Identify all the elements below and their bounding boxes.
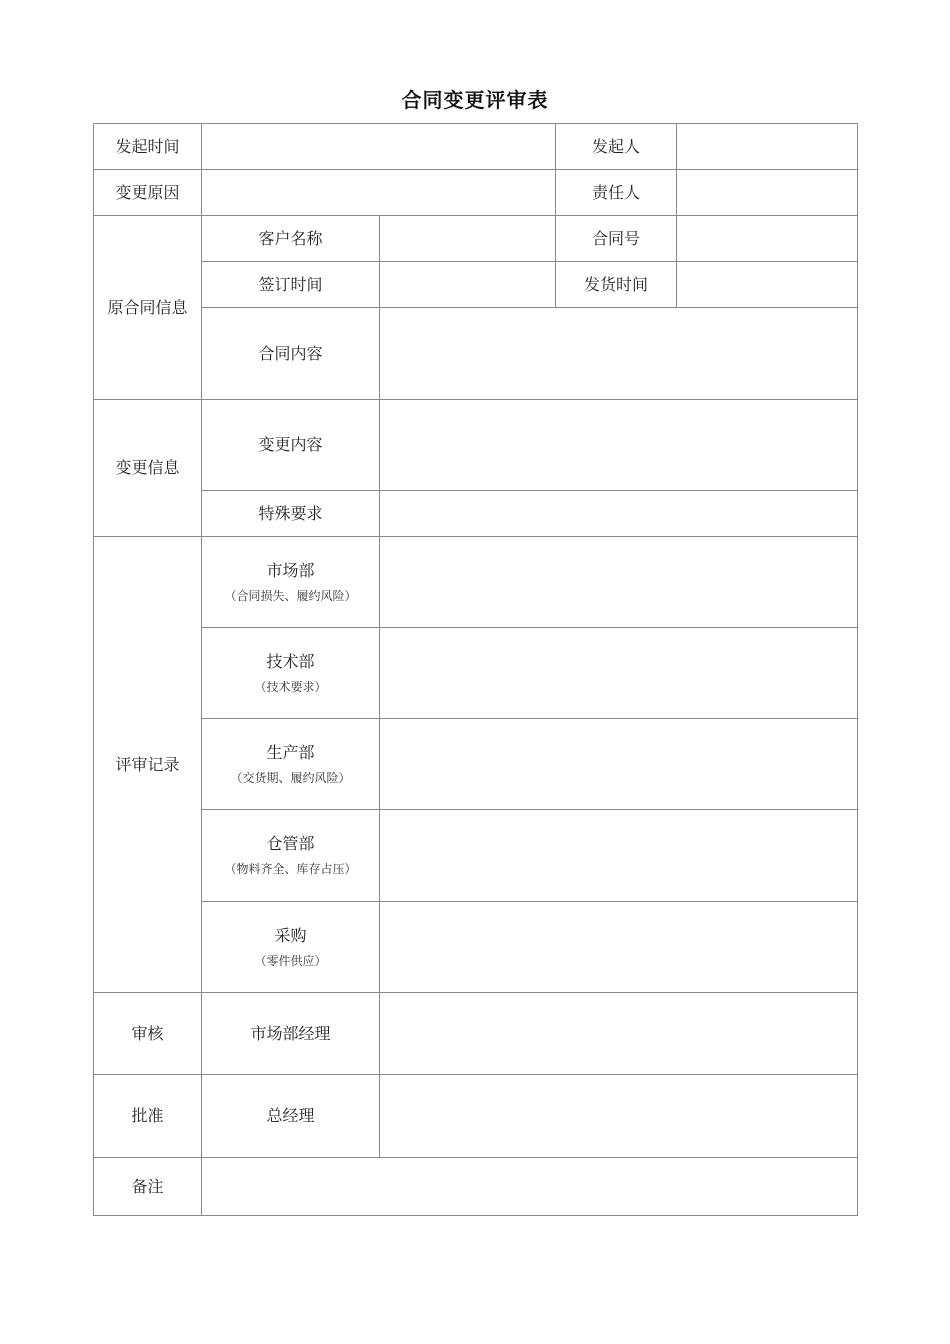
row-approve: [94, 1075, 858, 1158]
review-dept-name: 技术部: [266, 651, 315, 671]
remarks-label: 备注: [94, 1158, 202, 1216]
marketing-manager-label: 市场部经理: [202, 993, 380, 1075]
row-customer: [94, 216, 858, 262]
row-change-content: [94, 400, 858, 491]
contract-content-label: 合同内容: [202, 308, 380, 400]
review-dept-note: （技术要求）: [254, 679, 327, 694]
change-reason-field[interactable]: [202, 170, 556, 216]
original-contract-section-label: 原合同信息: [94, 216, 202, 400]
customer-name-field[interactable]: [380, 216, 556, 262]
review-dept-note: （交货期、履约风险）: [230, 770, 351, 785]
change-content-label: 变更内容: [202, 400, 380, 491]
initiate-time-label: 发起时间: [94, 124, 202, 170]
page-title: 合同变更评审表: [401, 88, 549, 112]
review-dept-marketing: [202, 537, 380, 628]
review-dept-warehouse: [202, 810, 380, 902]
review-dept-name: 仓管部: [266, 834, 315, 854]
ship-time-field[interactable]: [677, 262, 858, 308]
row-special-requirements: [94, 491, 858, 537]
change-info-section-label: 变更信息: [94, 400, 202, 537]
sign-time-field[interactable]: [380, 262, 556, 308]
row-review-production: [94, 719, 858, 810]
review-dept-name: 市场部: [266, 560, 315, 580]
audit-section-label: 审核: [94, 993, 202, 1075]
initiator-label: 发起人: [556, 124, 677, 170]
customer-name-label: 客户名称: [202, 216, 380, 262]
row-contract-content: [94, 308, 858, 400]
remarks-field[interactable]: [202, 1158, 858, 1216]
change-reason-label: 变更原因: [94, 170, 202, 216]
review-dept-purchasing: [202, 902, 380, 993]
review-dept-name: 采购: [274, 925, 307, 945]
sign-time-label: 签订时间: [202, 262, 380, 308]
review-dept-note: （物料齐全、库存占压）: [224, 862, 357, 877]
change-content-field[interactable]: [380, 400, 858, 491]
review-dept-note: （零件供应）: [254, 953, 327, 968]
contract-number-field[interactable]: [677, 216, 858, 262]
general-manager-label: 总经理: [202, 1075, 380, 1158]
row-review-warehouse: [94, 810, 858, 902]
row-sign-time: [94, 262, 858, 308]
initiate-time-field[interactable]: [202, 124, 556, 170]
contract-content-field[interactable]: [380, 308, 858, 400]
row-remarks: [94, 1158, 858, 1216]
ship-time-label: 发货时间: [556, 262, 677, 308]
general-manager-signature-field[interactable]: [380, 1075, 858, 1158]
review-technical-field[interactable]: [380, 628, 858, 719]
row-review-marketing: [94, 537, 858, 628]
review-marketing-field[interactable]: [380, 537, 858, 628]
row-review-purchasing: [94, 902, 858, 993]
approve-section-label: 批准: [94, 1075, 202, 1158]
review-warehouse-field[interactable]: [380, 810, 858, 902]
row-audit: [94, 993, 858, 1075]
review-purchasing-field[interactable]: [380, 902, 858, 993]
review-dept-note: （合同损失、履约风险）: [224, 588, 357, 603]
responsible-person-label: 责任人: [556, 170, 677, 216]
contract-number-label: 合同号: [556, 216, 677, 262]
row-reason: [94, 170, 858, 216]
review-dept-name: 生产部: [266, 742, 315, 762]
marketing-manager-signature-field[interactable]: [380, 993, 858, 1075]
contract-change-review-form: [93, 123, 858, 1216]
review-production-field[interactable]: [380, 719, 858, 810]
special-requirements-label: 特殊要求: [202, 491, 380, 537]
row-initiate: [94, 124, 858, 170]
initiator-field[interactable]: [677, 124, 858, 170]
special-requirements-field[interactable]: [380, 491, 858, 537]
review-dept-production: [202, 719, 380, 810]
row-review-technical: [94, 628, 858, 719]
review-record-section-label: 评审记录: [94, 537, 202, 993]
review-dept-technical: [202, 628, 380, 719]
responsible-person-field[interactable]: [677, 170, 858, 216]
